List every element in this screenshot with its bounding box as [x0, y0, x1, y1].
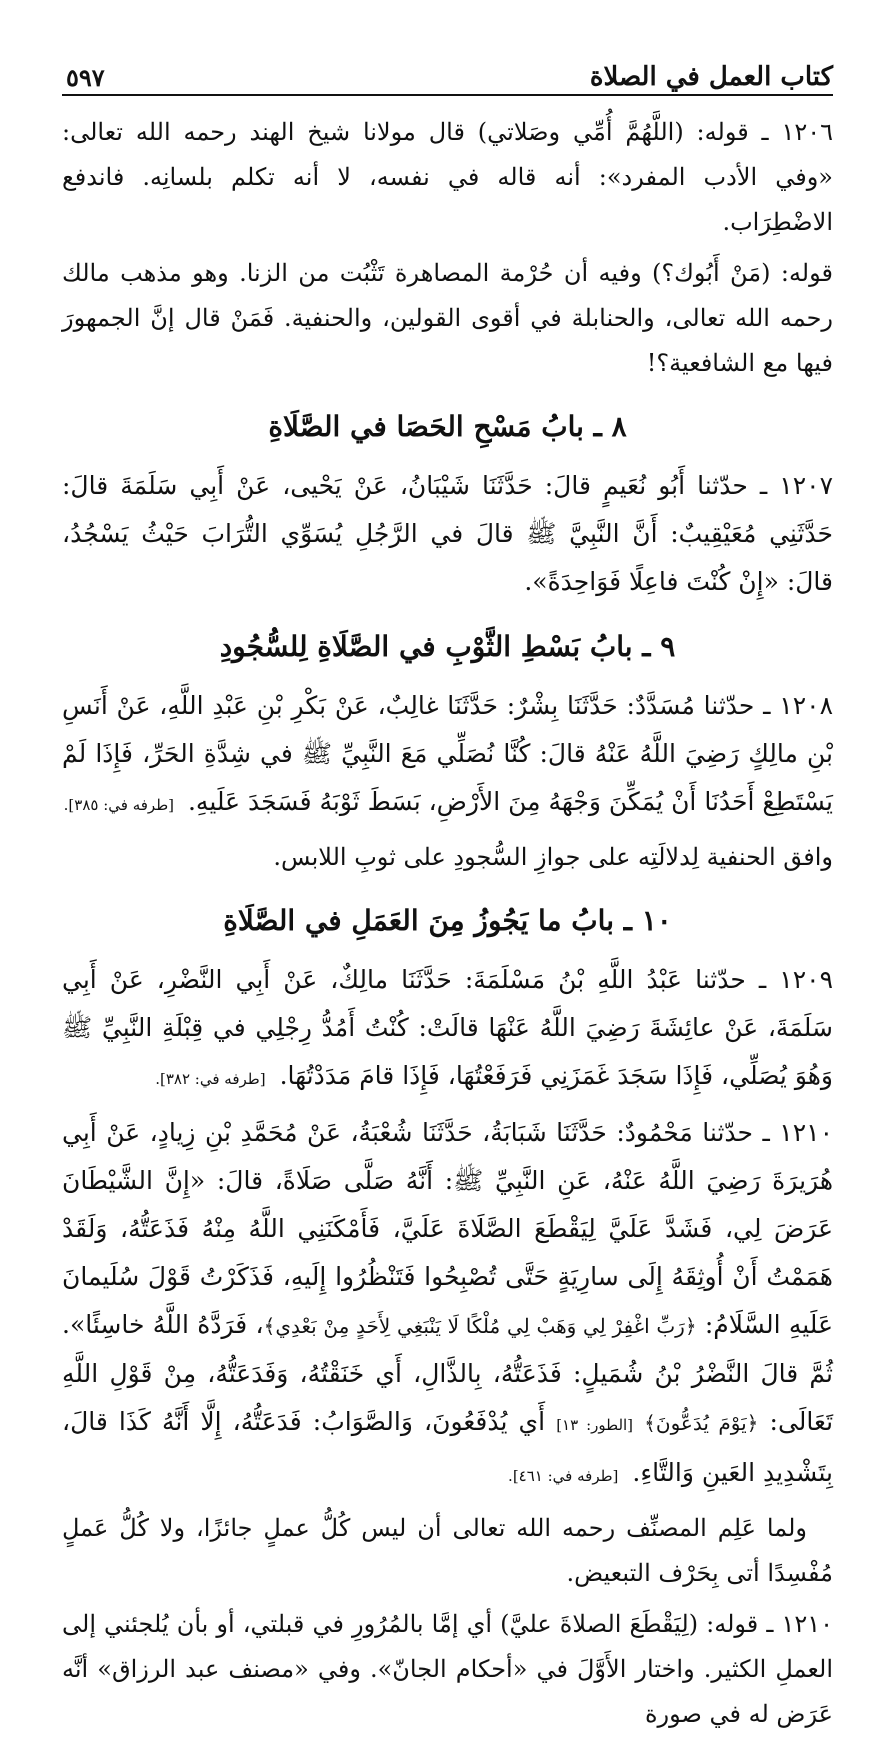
- hadith-1208-reference: [طرفه في: ٣٨٥].: [63, 796, 174, 814]
- hadith-1207: ١٢٠٧ ـ حدّثنا أَبُو نُعَيمٍ قالَ: حَدَّثَنَا شَيْبَانُ، عَنْ يَحْيى، عَنْ أَبِي سَلَمَةَ قالَ: حَدَّثَنِي مُعَيْقِيبٌ: أَنَّ النَّبِيَّ ﷺ قالَ في الرَّجُلِ يُسَوِّي التُّرَابَ حَيْثُ يَسْجُدُ، قالَ: «إِنْ كُنْتَ فاعِلًا فَوَاحِدَةً».: [62, 471, 833, 596]
- hadith-1210-part-b: ، فَرَدَّهُ اللَّهُ خاسِئًا». ثُمَّ قالَ النَّضْرُ بْنُ شُمَيلٍ: فَذَعَتُّهُ، بِالذَّالِ، أَي خَنَقْتُهُ، وَفَدَعَتُّهُ، مِنْ قَوْلِ اللَّهِ تَعَالَى:: [62, 1310, 834, 1436]
- hadith-1209-text: ١٢٠٩ ـ حدّثنا عَبْدُ اللَّهِ بْنُ مَسْلَمَةَ: حَدَّثَنَا مالِكٌ، عَنْ أَبِي النَّضْرِ، عَنْ أَبِي سَلَمَةَ، عَنْ عائِشَةَ رَضِيَ اللَّهُ عَنْهَا قالَتْ: كُنْتُ أَمُدُّ رِجْلِي في قِبْلَةِ النَّبِيِّ ﷺ وَهُوَ يُصَلِّي، فَإِذَا سَجَدَ غَمَزَنِي فَرَفَعْتُهَا، فَإِذَا قامَ مَدَدْتُهَا.: [62, 965, 833, 1090]
- commentary-1210: ١٢١٠ ـ قوله: (لِيَقْطَعَ الصلاةَ عليَّ) أي إمَّا بالمُرُورِ في قبلتي، أو بأن يُلجئني إلى العملِ الكثير. واختار الأَوَّلَ في «أحكام الجانّ». وفي «مصنف عبد الرزاق» أنَّه عَرَض له في صورة: [62, 1610, 833, 1728]
- hadith-1209-reference: [طرفه في: ٣٨٢].: [155, 1070, 266, 1088]
- hadith-1209: [62, 956, 833, 1103]
- commentary-1206: ١٢٠٦ ـ قوله: (اللَّهُمَّ أُمِّي وصَلاتي) قال مولانا شيخ الهند رحمه الله تعالى: «وفي الأدب المفرد»: أنه قاله في نفسه، لا أنه تكلم بلسانِه. فاندفع الاضْطِرَاب.: [62, 118, 833, 236]
- quran-verse-sulayman: ﴿رَبِّ اغْفِرْ لِي وَهَبْ لِي مُلْكًا لَا يَنْبَغِي لِأَحَدٍ مِنْ بَعْدِي﴾: [263, 1314, 697, 1338]
- running-header: [62, 40, 833, 96]
- quran-verse-reference: [الطور: ١٣]: [556, 1416, 634, 1434]
- hadith-1210-part-a: ١٢١٠ ـ حدّثنا مَحْمُودٌ: حَدَّثَنَا شَبَابَةُ، حَدَّثَنَا شُعْبَةُ، عَنْ مُحَمَّدِ بْنِ زِيادٍ، عَنْ أَبِي هُرَيرَةَ رَضِيَ اللَّهُ عَنْهُ، عَنِ النَّبِيِّ ﷺ: أَنَّهُ صَلَّى صَلَاةً، قالَ: «إِنَّ الشَّيْطَانَ عَرَضَ لِي، فَشَدَّ عَلَيَّ لِيَقْطَعَ الصَّلَاةَ عَلَيَّ، فَأَمْكَنَنِي اللَّهُ مِنْهُ فَذَعَتُّهُ، وَلَقَدْ هَمَمْتُ أَنْ أُوثِقَهُ إِلَى سارِيَةٍ حَتَّى تُصْبِحُوا فَتَنْظُرُوا إِلَيهِ، فَذَكَرْتُ قَوْلَ سُلَيمانَ عَلَيهِ السَّلَامُ:: [62, 1118, 833, 1339]
- commentary-1206-father: قوله: (مَنْ أَبُوك؟) وفيه أن حُرْمة المصاهرة تَثْبُت من الزنا. وهو مذهب مالك رحمه الله تعالى، والحنابلة في أقوى القولين، والحنفية. فَمَنْ قال إنَّ الجمهورَ فيها مع الشافعية؟!: [62, 259, 833, 377]
- hadith-1208: [62, 682, 833, 829]
- commentary-1208: وافق الحنفية لِدلالَتِه على جوازِ السُّجودِ على ثوبِ اللابس.: [273, 843, 833, 871]
- book-page: [62, 40, 833, 1737]
- quran-verse-tur: ﴿يَوْمَ يُدَعُّونَ﴾: [644, 1411, 759, 1435]
- chapter-heading-9: ٩ ـ بابُ بَسْطِ الثَّوْبِ في الصَّلَاةِ لِلسُّجُودِ: [219, 630, 676, 663]
- chapter-heading-10: ١٠ ـ بابُ ما يَجُوزُ مِنَ العَمَلِ في الصَّلَاةِ: [223, 904, 672, 937]
- hadith-1210-part-c: أَي يُدْفَعُونَ، وَالصَّوَابُ: فَدَعَتُّهُ، إِلَّا أَنَّهُ كَذَا قالَ، بِتَشْدِيدِ العَينِ وَالتَّاءِ.: [62, 1407, 833, 1487]
- page-number: ٥٩٧: [66, 63, 105, 92]
- chapter-heading-8: ٨ ـ بابُ مَسْحِ الحَصَا في الصَّلَاةِ: [268, 410, 627, 443]
- hadith-1210: [62, 1109, 833, 1500]
- running-title: كتاب العمل في الصلاة: [589, 62, 833, 92]
- hadith-1210-reference: [طرفه في: ٤٦١].: [508, 1467, 619, 1485]
- commentary-chapter-10: ولما عَلِم المصنِّف رحمه الله تعالى أن ليس كُلُّ عملٍ جائزًا، ولا كُلُّ عَملٍ مُفْسِدًا أتى بِحَرْف التبعيض.: [62, 1514, 833, 1587]
- page-body: [62, 110, 833, 1737]
- hadith-1208-text: ١٢٠٨ ـ حدّثنا مُسَدَّدٌ: حَدَّثَنَا بِشْرٌ: حَدَّثَنَا غالِبٌ، عَنْ بَكْرِ بْنِ عَبْدِ اللَّهِ، عَنْ أَنَسِ بْنِ مالِكٍ رَضِيَ اللَّهُ عَنْهُ قالَ: كُنَّا نُصَلِّي مَعَ النَّبِيِّ ﷺ في شِدَّةِ الحَرِّ، فَإِذَا لَمْ يَسْتَطِعْ أَحَدُنَا أَنْ يُمَكِّنَ وَجْهَهُ مِنَ الأَرْضِ، بَسَطَ ثَوْبَهُ فَسَجَدَ عَلَيهِ.: [62, 691, 834, 816]
